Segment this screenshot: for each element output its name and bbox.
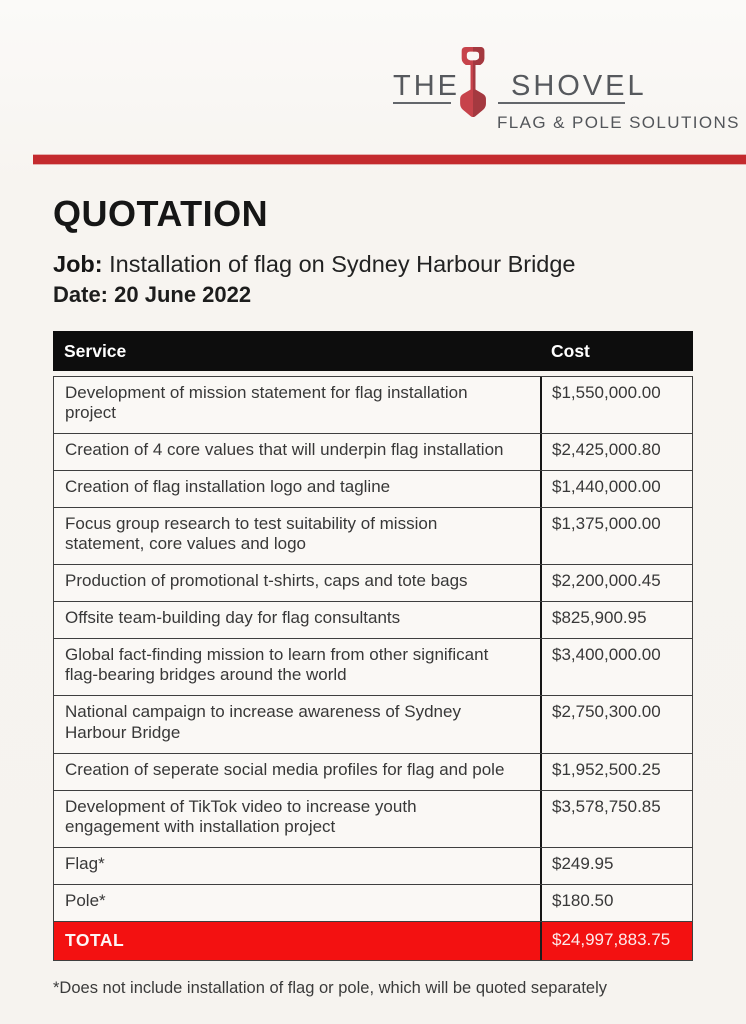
- service-cell: Creation of seperate social media profiles for flag and pole: [54, 754, 542, 790]
- table-row: [54, 754, 692, 791]
- service-cell: Offsite team-building day for flag consultants: [54, 602, 542, 638]
- table-row: [54, 791, 692, 848]
- logo-word-shovel: SHOVEL: [511, 70, 647, 102]
- total-label: TOTAL: [54, 922, 542, 961]
- footnote: *Does not include installation of flag or pole, which will be quoted separately: [53, 979, 607, 998]
- cost-cell: $2,750,300.00: [552, 702, 661, 722]
- cost-cell: $1,375,000.00: [552, 514, 661, 534]
- cost-cell: $1,440,000.00: [552, 477, 661, 497]
- table-row: [54, 471, 692, 508]
- table-row: [54, 639, 692, 696]
- cost-cell: $2,200,000.45: [552, 571, 661, 591]
- column-header-service: Service: [64, 340, 127, 361]
- cost-cell: $180.50: [552, 890, 614, 910]
- shovel-icon: [457, 47, 489, 117]
- page-title: QUOTATION: [53, 193, 269, 234]
- table-row: [54, 602, 692, 639]
- logo-tagline: FLAG & POLE SOLUTIONS: [497, 113, 740, 132]
- service-cell: Development of TikTok video to increase youth engagement with installation project: [54, 791, 542, 847]
- cost-cell: $1,550,000.00: [552, 383, 661, 402]
- table-row: [54, 885, 692, 922]
- job-value: Installation of flag on Sydney Harbour Bridge: [109, 251, 576, 277]
- column-header-cost: Cost: [551, 340, 590, 361]
- logo-word-the: THE: [393, 70, 460, 102]
- date-label: Date:: [53, 282, 109, 307]
- total-cost: $24,997,883.75: [552, 929, 671, 949]
- date-line: [53, 281, 693, 309]
- table-row: [54, 434, 692, 471]
- service-cell: Development of mission statement for flag installation project: [54, 377, 542, 433]
- table-row: [54, 696, 692, 753]
- table-row: [54, 565, 692, 602]
- cost-cell: $825,900.95: [552, 608, 647, 628]
- cost-cell: $3,578,750.85: [552, 796, 661, 816]
- job-label: Job:: [53, 251, 103, 277]
- service-cell: Global fact-finding mission to learn from other significant flag-bearing bridges around the world: [54, 639, 542, 695]
- service-cell: National campaign to increase awareness of Sydney Harbour Bridge: [54, 696, 542, 752]
- table-body: [53, 376, 693, 922]
- cost-cell: $249.95: [552, 853, 614, 873]
- cost-cell: $1,952,500.25: [552, 759, 661, 779]
- service-cell: Flag*: [54, 848, 542, 884]
- table-row: [54, 377, 692, 434]
- table-row: [54, 508, 692, 565]
- service-cell: Creation of flag installation logo and tagline: [54, 471, 542, 507]
- service-cell: Focus group research to test suitability of mission statement, core values and logo: [54, 508, 542, 564]
- table-row: [54, 848, 692, 885]
- table-header-row: [53, 331, 693, 371]
- date-value: 20 June 2022: [114, 282, 252, 307]
- job-line: [53, 249, 693, 279]
- service-cell: Creation of 4 core values that will underpin flag installation: [54, 434, 542, 470]
- service-cell: Production of promotional t-shirts, caps and tote bags: [54, 565, 542, 601]
- service-cell: Pole*: [54, 885, 542, 921]
- cost-cell: $2,425,000.80: [552, 440, 661, 460]
- quotation-table: [53, 331, 693, 961]
- cost-cell: $3,400,000.00: [552, 645, 661, 665]
- total-row: [53, 922, 693, 962]
- logo-underline-right: [498, 102, 625, 104]
- quotation-content: [53, 194, 693, 998]
- logo-underline-left: [393, 102, 451, 104]
- red-divider-rule: [33, 155, 746, 164]
